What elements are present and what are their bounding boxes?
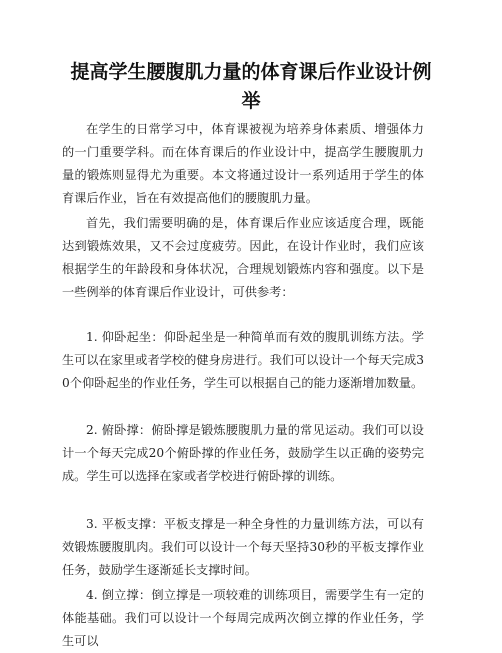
paragraph-pushups: 2. 俯卧撑：俯卧撑是锻炼腰腹肌力量的常见运动。我们可以设计一个每天完成20个俯卧撑的作业任务，鼓励学生以正确的姿势完成。学生可以选择在家或者学校进行俯卧撑的训练。	[62, 423, 424, 483]
document-title: 提高学生腰腹肌力量的体育课后作业设计例举	[70, 61, 432, 112]
paragraph-plank: 3. 平板支撑：平板支撑是一种全身性的力量训练方法，可以有效锻炼腰腹肌肉。我们可以设计一个每天坚持30秒的平板支撑作业任务，鼓励学生逐渐延长支撑时间。	[62, 517, 424, 577]
paragraph-principles: 首先，我们需要明确的是，体育课后作业应该适度合理，既能达到锻炼效果，又不会过度疲劳。因此，在设计作业时，我们应该根据学生的年龄段和身体状况，合理规划锻炼内容和强度。以下是一些例举的体育课后作业设计，可供参考：	[62, 216, 424, 299]
paragraph-intro: 在学生的日常学习中，体育课被视为培养身体素质、增强体力的一门重要学科。而在体育课后的作业设计中，提高学生腰腹肌力量的锻炼则显得尤为重要。本文将通过设计一系列适用于学生的体育课后作业，旨在有效提高他们的腰腹肌力量。	[62, 122, 424, 205]
paragraph-situps: 1. 仰卧起坐：仰卧起坐是一种简单而有效的腹肌训练方法。学生可以在家里或者学校的健身房进行。我们可以设计一个每天完成30个仰卧起坐的作业任务，学生可以根据自己的能力逐渐增加数量。	[62, 330, 424, 390]
paragraph-handstand: 4. 倒立撑：倒立撑是一项较难的训练项目，需要学生有一定的体能基础。我们可以设计一个每周完成两次倒立撑的作业任务，学生可以	[62, 588, 424, 648]
